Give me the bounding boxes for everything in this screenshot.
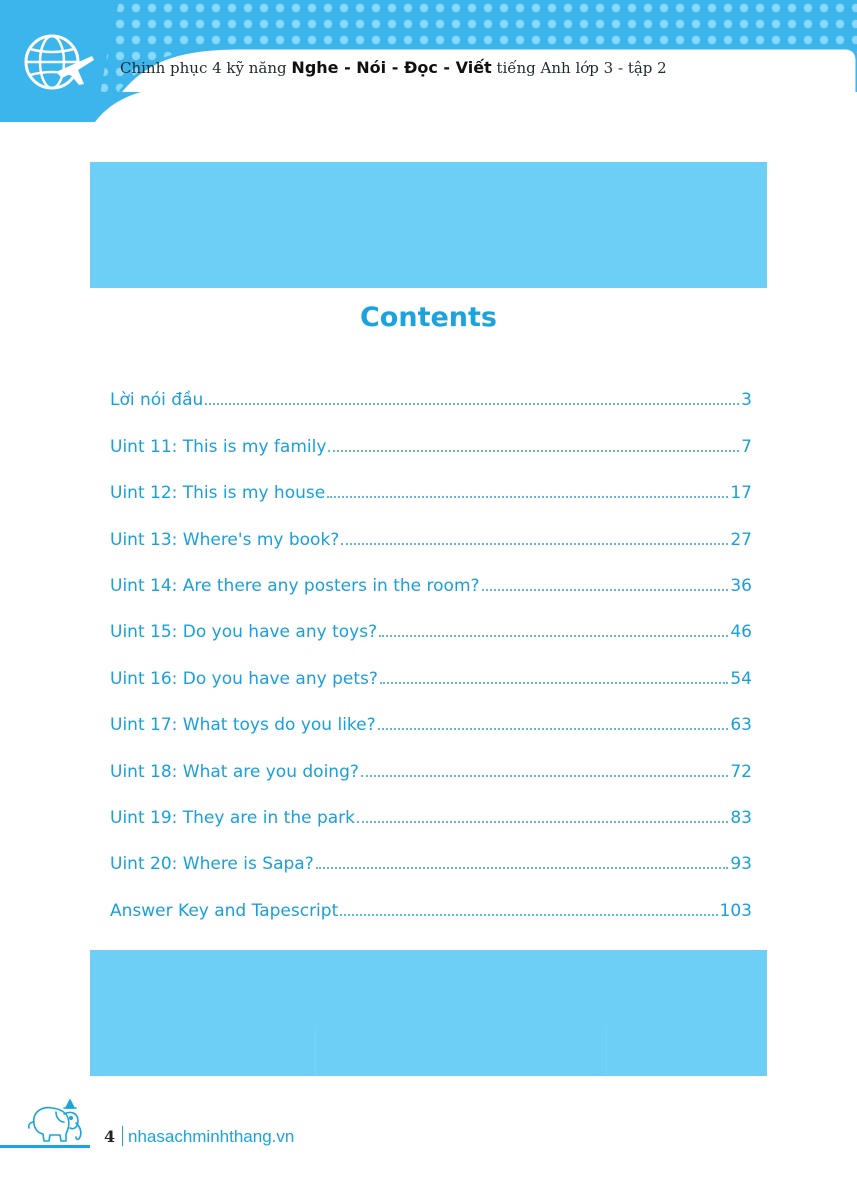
publisher-website-link[interactable]: nhasachminhthang.vn xyxy=(128,1127,295,1146)
toc-entry-page: 72 xyxy=(730,761,752,782)
toc-entry-page: 103 xyxy=(719,900,752,921)
toc-leader-dots xyxy=(328,450,739,452)
toc-leader-dots xyxy=(380,682,728,684)
footer-accent-line xyxy=(0,1145,90,1148)
panel-inner-mark xyxy=(315,1026,607,1076)
toc-entry-label: Lời nói đầu xyxy=(110,390,204,411)
toc-entry-label: Uint 20: Where is Sapa? xyxy=(110,854,314,875)
book-title-suffix: tiếng Anh lớp 3 - tập 2 xyxy=(496,59,667,77)
toc-entry-label: Answer Key and Tapescript xyxy=(110,900,339,921)
toc-entry-page: 46 xyxy=(730,622,752,643)
toc-entry-label: Uint 11: This is my family xyxy=(110,436,327,457)
contents-heading: Contents xyxy=(359,302,497,333)
book-title xyxy=(120,58,820,77)
toc-entry-label: Uint 13: Where's my book? xyxy=(110,529,340,550)
toc-leader-dots xyxy=(205,403,739,405)
toc-entry-unit-16[interactable] xyxy=(110,648,752,694)
page-header xyxy=(0,0,857,122)
globe-plane-icon xyxy=(18,22,98,102)
toc-entry-unit-15[interactable] xyxy=(110,602,752,648)
book-title-prefix: Chinh phục 4 kỹ năng xyxy=(120,59,287,77)
toc-entry-page: 3 xyxy=(741,390,752,411)
toc-leader-dots xyxy=(341,543,728,545)
toc-entry-label: Uint 17: What toys do you like? xyxy=(110,715,376,736)
page-number: 4 xyxy=(104,1127,116,1146)
toc-entry-page: 63 xyxy=(730,715,752,736)
toc-leader-dots xyxy=(316,867,729,869)
toc-entry-label: Uint 19: They are in the park xyxy=(110,807,355,828)
toc-entry-unit-13[interactable] xyxy=(110,509,752,555)
toc-leader-dots xyxy=(378,728,729,730)
elephant-icon xyxy=(20,1094,90,1146)
footer-separator xyxy=(122,1126,123,1146)
toc-entry-unit-20[interactable] xyxy=(110,834,752,880)
toc-entry-unit-12[interactable] xyxy=(110,463,752,509)
toc-leader-dots xyxy=(482,589,729,591)
toc-entry-page: 83 xyxy=(730,807,752,828)
toc-entry-page: 7 xyxy=(741,436,752,457)
book-title-skills: Nghe - Nói - Đọc - Viết xyxy=(291,58,492,77)
toc-entry-page: 36 xyxy=(730,575,752,596)
toc-entry-unit-11[interactable] xyxy=(110,416,752,462)
toc-entry-label: Uint 16: Do you have any pets? xyxy=(110,668,378,689)
toc-entry-label: Uint 14: Are there any posters in the room? xyxy=(110,575,480,596)
toc-leader-dots xyxy=(340,914,717,916)
toc-entry-preface[interactable] xyxy=(110,370,752,416)
toc-entry-unit-18[interactable] xyxy=(110,741,752,787)
toc-entry-page: 93 xyxy=(730,854,752,875)
toc-entry-label: Uint 18: What are you doing? xyxy=(110,761,359,782)
toc-entry-page: 17 xyxy=(730,483,752,504)
toc-entry-page: 54 xyxy=(730,668,752,689)
toc-entry-label: Uint 15: Do you have any toys? xyxy=(110,622,378,643)
toc-entry-unit-19[interactable] xyxy=(110,788,752,834)
decorative-panel-bottom xyxy=(90,950,767,1076)
toc-leader-dots xyxy=(327,496,728,498)
toc-leader-dots xyxy=(361,775,728,777)
toc-entry-unit-14[interactable] xyxy=(110,556,752,602)
toc-entry-unit-17[interactable] xyxy=(110,695,752,741)
table-of-contents xyxy=(110,370,752,927)
toc-entry-label: Uint 12: This is my house xyxy=(110,483,326,504)
toc-leader-dots xyxy=(379,635,728,637)
toc-entry-answer-key[interactable] xyxy=(110,880,752,926)
toc-entry-page: 27 xyxy=(730,529,752,550)
toc-leader-dots xyxy=(357,821,728,823)
decorative-panel-top xyxy=(90,162,767,288)
